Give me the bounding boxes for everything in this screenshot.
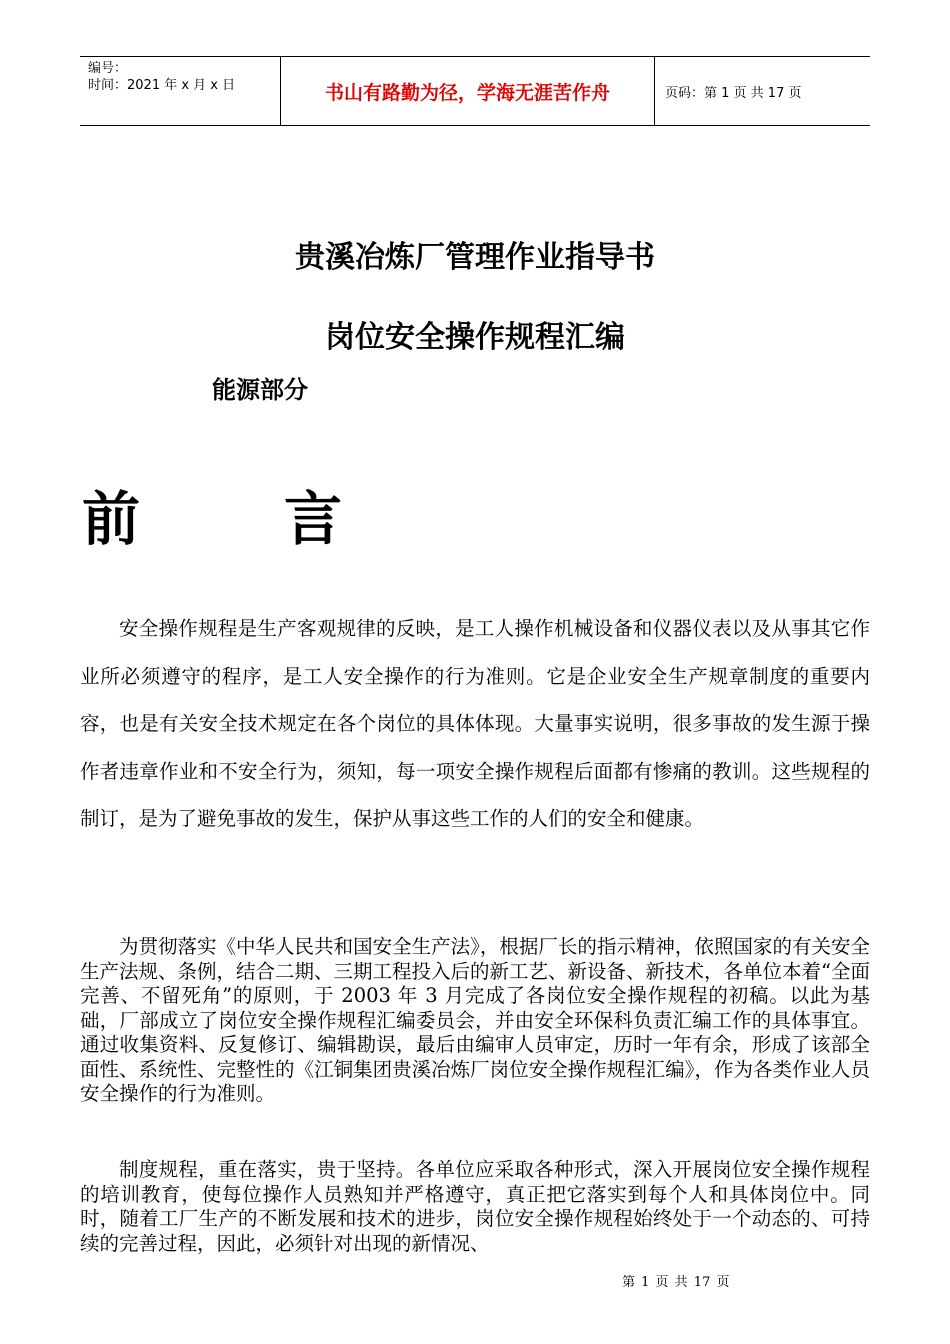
page-header bbox=[80, 56, 870, 126]
document-title-line2: 岗位安全操作规程汇编 bbox=[325, 320, 625, 355]
document-number-label: 编号： bbox=[88, 61, 128, 76]
document-time-label: 时间：2021 年 x 月 x 日 bbox=[88, 78, 236, 93]
preface-heading bbox=[82, 486, 342, 552]
body-paragraph-2: 为贯彻落实《中华人民共和国安全生产法》，根据厂长的指示精神，依照国家的有关安全生产法规、条例，结合二期、三期工程投入后的新工艺、新设备、新技术，各单位本着“全面完善、不留死角”的原则，于 2003 年 3 月完成了各岗位安全操作规程的初稿。以此为基础，厂部成立了岗位安全操作规程汇编委员会，并由安全环保科负责汇编工作的具体事宜。通过收集资料、反复修订、编辑勘误，最后由编审人员审定，历时一年有余，形成了该部全面性、系统性、完整性的《江铜集团贵溪冶炼厂岗位安全操作规程汇编》，作为各类作业人员安全操作的行为准则。 bbox=[80, 935, 870, 1105]
body-paragraph-1: 安全操作规程是生产客观规律的反映，是工人操作机械设备和仪器仪表以及从事其它作业所必须遵守的程序，是工人安全操作的行为准则。它是企业安全生产规章制度的重要内容，也是有关安全技术规定在各个岗位的具体体现。大量事实说明，很多事故的发生源于操作者违章作业和不安全行为，须知，每一项安全操作规程后面都有惨痛的教训。这些规程的制订，是为了避免事故的发生，保护从事这些工作的人们的安全和健康。 bbox=[80, 617, 870, 830]
header-page-info: 页码：第 1 页 共 17 页 bbox=[665, 85, 802, 101]
header-motto: 书山有路勤为径，学海无涯苦作舟 bbox=[281, 57, 655, 125]
document-title-line1: 贵溪冶炼厂管理作业指导书 bbox=[295, 240, 655, 275]
body-paragraph-3: 制度规程，重在落实，贵于坚持。各单位应采取各种形式，深入开展岗位安全操作规程的培训教育，使每位操作人员熟知并严格遵守，真正把它落实到每个人和具体岗位中。同时，随着工厂生产的不断发展和技术的进步，岗位安全操作规程始终处于一个动态的、可持续的完善过程，因此，必须针对出现的新情况、 bbox=[80, 1158, 870, 1255]
header-meta bbox=[80, 57, 281, 125]
preface-char-1: 前 bbox=[82, 485, 141, 553]
department-subtitle: 能源部分 bbox=[212, 376, 308, 404]
page-footer: 第 1 页 共 17 页 bbox=[622, 1275, 730, 1290]
preface-char-2: 言 bbox=[283, 485, 342, 553]
